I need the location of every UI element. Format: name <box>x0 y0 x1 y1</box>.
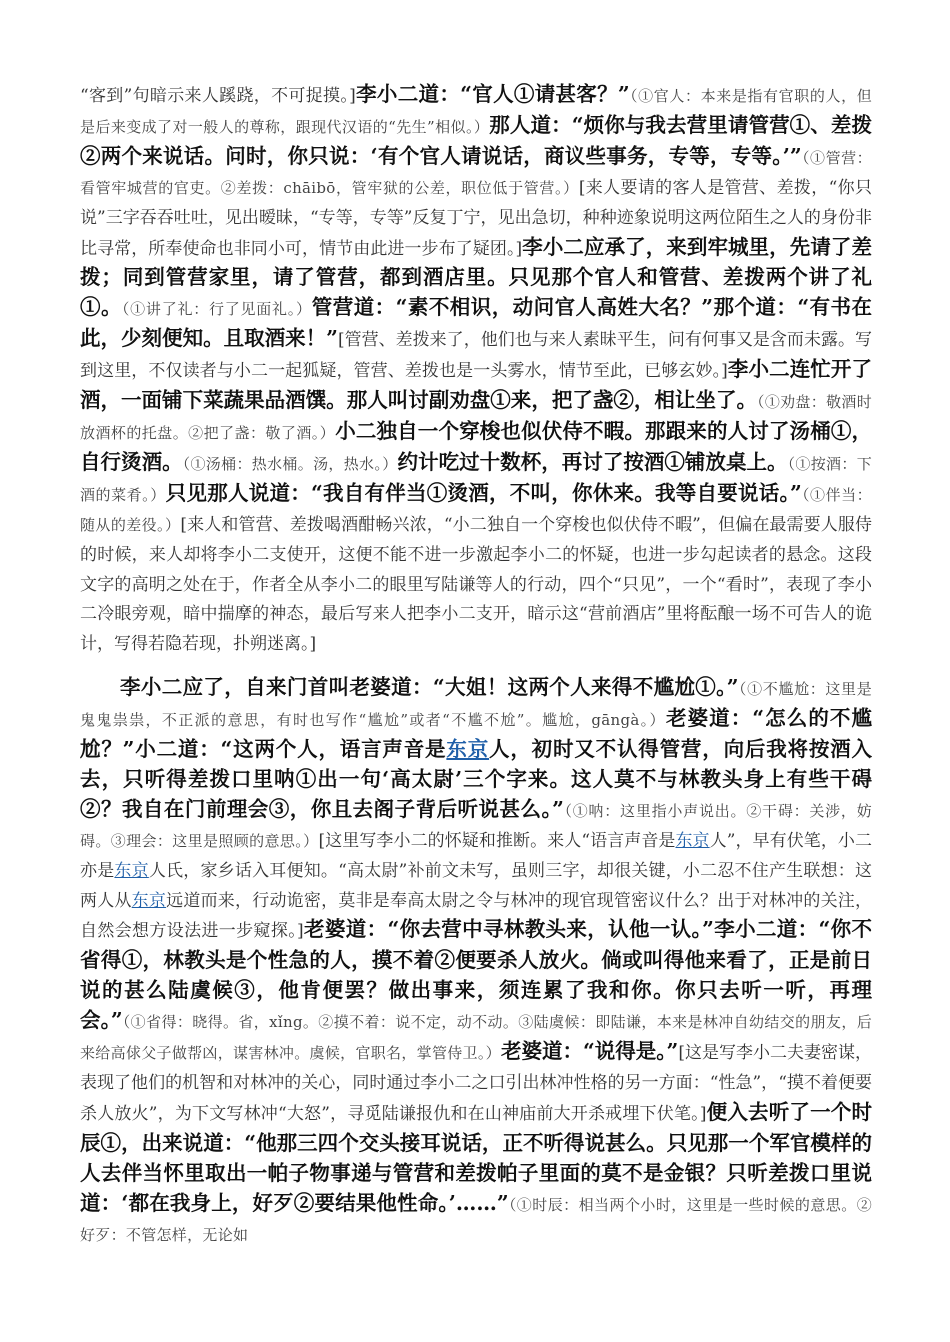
main-text: 老婆道：“说得是。” <box>500 1039 679 1064</box>
main-text: 管营道：“素不相识，动问官人高姓大名？”那个道：“有书在此，少刻便知。且取酒来！” <box>80 295 873 351</box>
annotation-note: （①汤桶：热水桶。汤，热水。） <box>182 454 398 473</box>
annotation-note: （①管营：看管牢城营的官吏。②差拨：chāibō，管牢狱的公差，职位低于管营。） <box>80 148 872 197</box>
annotation-note: （①省得：晓得。省，xǐng。②摸不着：说不定，动不动。③陆虞候：即陆谦，本来是林冲自幼结交的朋友，后来给高俅父子做帮凶，谋害林冲。虞候，官职名，掌管侍卫。） <box>80 1013 873 1063</box>
annotation-note: （①按酒：下酒的菜肴。） <box>80 454 872 504</box>
annotation-note: （①劝盘：敬酒时放酒杯的托盘。②把了盏：敬了酒。） <box>80 393 873 442</box>
main-text: 那人道：“烦你与我去营里请管营①、差拨②两个来说话。问时，你只说：‘有个官人请说话，商议些事务，专等，专等。’” <box>80 112 872 168</box>
paragraph <box>80 673 872 1249</box>
main-text: 老婆道：“你去营中寻林教头来，认他一认。”李小二道：“你不省得①，林教头是个性急的人，摸不着②便要杀人放火。倘或叫得他来看了，正是前日说的甚么陆虞候③，他肯便罢？做出事来，须连累了我和你。你只去听一听，再理会。” <box>80 917 872 1033</box>
annotation-note: （①不尴尬：这里是鬼鬼祟祟，不正派的意思，有时也写作“尴尬”或者“不尴不尬”。尴尬，gāngà。） <box>80 680 872 730</box>
commentary: [这里写李小二的怀疑和推断。来人“语言声音是 <box>318 830 676 851</box>
main-text: 小二独自一个穿梭也似伏侍不暇。那跟来的人讨了汤桶①，自行烫酒。 <box>80 418 873 474</box>
main-text: 约计吃过十数杯，再讨了按酒①铺放桌上。 <box>397 449 788 474</box>
commentary: [来人要请的客人是管营、差拨，“你只说”三字吞吞吐吐，见出暧昧，“专等，专等”反复丁宁，见出急切，种种迹象说明这两位陌生之人的身份非比寻常，所奉使命也非同小可，情节由此进一步布了疑团。] <box>80 177 873 259</box>
commentary: [这是写李小二夫妻密谋，表现了他们的机智和对林冲的关心，同时通过李小二之口引出林冲性格的另一方面：“性急”，“摸不着便要杀人放火”，为下文写林冲“大怒”，寻觅陆谦报仇和在山神庙前大开杀戒埋下伏笔。] <box>80 1043 872 1124</box>
annotation-note: （①官人：本来是指有官职的人，但是后来变成了对一般人的尊称，跟现代汉语的“先生”相似。） <box>80 87 872 136</box>
commentary: [管营、差拨来了，他们也与来人素昧平生，问有何事又是含而未露。写到这里，不仅读者与小二一起狐疑，管营、差拨也是一头雾水，情节至此，已够玄妙。] <box>80 330 872 382</box>
annotation-note: （①伴当：随从的差役。） <box>80 485 872 534</box>
annotation-note: （①讲了礼：行了见面礼。） <box>121 300 312 319</box>
document-body <box>80 80 872 1249</box>
annotation-note: （①呐：这里指小声说出。②干碍：关涉，妨碍。③理会：这里是照顾的意思。） <box>80 801 872 850</box>
annotation-note: （①时辰：相当两个小时，这里是一些时候的意思。②好歹：不管怎样，无论如 <box>80 1195 873 1244</box>
paragraph <box>80 80 872 659</box>
commentary: 人氏，家乡话入耳便知。“高太尉”补前文未写，虽则三字，却很关键，小二忍不住产生联想：这两人从 <box>80 860 872 911</box>
main-text: 只见那人说道：“我自有伴当①烫酒，不叫，你休来。我等自要说话。” <box>165 480 802 505</box>
main-text: 李小二应了，自来门首叫老婆道：“大姐！这两个人来得不尴尬①。” <box>120 675 739 700</box>
commentary: 人”，早有伏笔，小二亦是 <box>80 830 872 881</box>
place-link[interactable]: 东京 <box>114 860 149 881</box>
main-text: 老婆道：“怎么的不尴尬？”小二道：“这两个人，语言声音是 <box>80 706 872 762</box>
place-link[interactable]: 东京 <box>675 830 710 851</box>
main-text: 人，初时又不认得管营，向后我将按酒入去，只听得差拨口里呐①出一句‘高太尉’三个字来。这人莫不与林教头身上有些干碍②？我自在门前理会③，你且去阁子背后听说甚么。” <box>80 737 873 821</box>
place-link[interactable]: 东京 <box>131 890 167 911</box>
commentary: “客到”句暗示来人蹊跷，不可捉摸。] <box>80 86 356 106</box>
main-text: 李小二应承了，来到牢城里，先请了差拨；同到管营家里，请了管营，都到酒店里。只见那个官人和管营、差拨两个讲了礼①。 <box>80 234 872 320</box>
main-text: 便入去听了一个时辰①，出来说道：“他那三四个交头接耳说话，正不听得说甚么。只见那一个军官模样的人去伴当怀里取出一帕子物事递与管营和差拨帕子里面的莫不是金银？只听差拨口里说道：‘都在我身上，好歹②要结果他性命。’……” <box>80 1099 872 1215</box>
main-text: 李小二道：“官人①请甚客？” <box>355 82 630 106</box>
main-text: 李小二连忙开了酒，一面铺下菜蔬果品酒馔。那人叫讨副劝盘①来，把了盏②，相让坐了。 <box>80 357 872 413</box>
commentary: 远道而来，行动诡密，莫非是奉高太尉之令与林冲的现官现管密议什么？出于对林冲的关注，自然会想方设法进一步窥探。] <box>80 890 873 942</box>
place-link[interactable]: 东京 <box>446 737 490 762</box>
commentary: [来人和管营、差拨喝酒酣畅兴浓，“小二独自一个穿梭也似伏侍不暇”，但偏在最需要人服侍的时候，来人却将李小二支使开，这便不能不进一步激起李小二的怀疑，也进一步勾起读者的悬念。这段文字的高明之处在于，作者全从李小二的眼里写陆谦等人的行动，四个“只见”，一个“看时”，表现了李小二冷眼旁观，暗中揣摩的神态，最后写来人把李小二支开，暗示这“营前酒店”里将酝酿一场不可告人的诡计，写得若隐若现，扑朔迷离。] <box>80 514 872 655</box>
